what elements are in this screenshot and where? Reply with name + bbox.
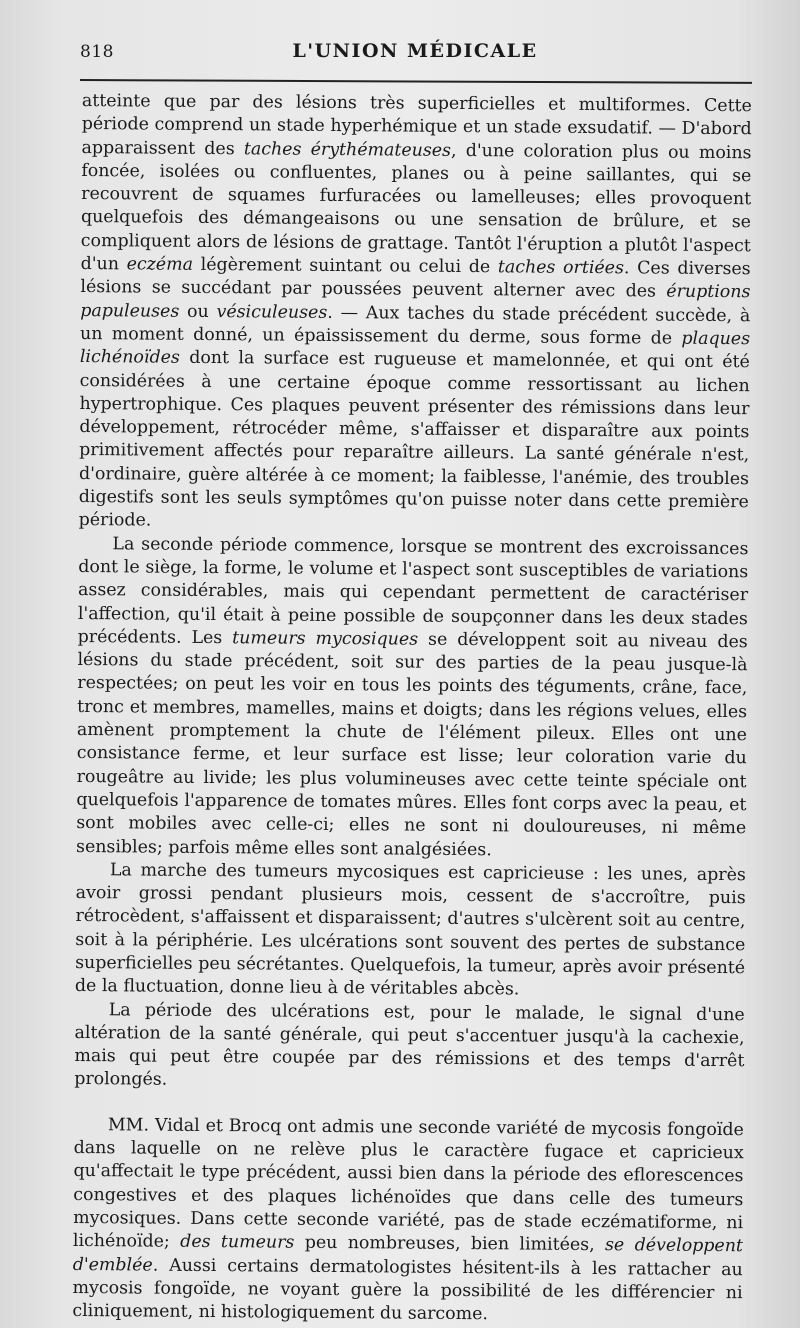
paragraph — [76, 533, 749, 864]
text-run: légèrement suintant ou celui de — [192, 254, 498, 278]
page-number: 818 — [80, 42, 114, 62]
text-run: La période des ulcérations est, pour le malade, le signal d'une altération de la santé générale, qui peut s'accentuer jusqu'à la cachexie, mais qui peut être coupée par des rémissions et des temps d'arrêt prolongés. — [74, 999, 745, 1091]
italic-term: éruptions papuleuses — [80, 281, 751, 322]
paragraph — [79, 90, 752, 538]
text-run: La marche des tumeurs mycosiques est capricieuse : les unes, après avoir grossi pendant plusieurs mois, cessent de s'accroître, puis rétrocèdent, s'affaissent et disparaissent; d'autres s'ulcèrent soit au centre, soit à la périphérie. Les ulcérations sont souvent des pertes de substance superficielles peu sécrétantes. Quelquefois, la tumeur, après avoir présenté de la fluctuation, donne lieu à de véritables abcès. — [74, 860, 746, 1000]
running-title: L'UNION MÉDICALE — [292, 40, 538, 62]
italic-term: taches ortiées — [497, 257, 625, 279]
italic-term: eczéma — [126, 254, 194, 275]
paragraph — [75, 859, 746, 1004]
italic-term: vésiculeuses — [216, 301, 328, 323]
text-run: peu nombreuses, bien limitées, — [294, 1232, 606, 1256]
article-body — [72, 90, 752, 1328]
text-run: La seconde période commence, lorsque se montrent des excroissances dont le siège, la forme, le volume et l'aspect sont susceptibles de variations assez considérables, mais qui cependant permettent de caractériser l'affection, qu'il était à peine possible de soupçonner dans les deux stades précédents. Les — [77, 533, 749, 649]
paragraph — [74, 999, 745, 1097]
text-run: . — Aux taches du stade précédent succède, à un moment donné, un épaississement du derme, sous forme de — [80, 302, 751, 349]
text-run: , d'une coloration plus ou moins foncée, isolées ou confluentes, planes ou à peine saillantes, qui se recouvrent de squames furfuracées ou lamelleuses; elles provoquent quelquefois des démangeaisons ou une sensation de brûlure, et se compliquent alors de lésions de grattage. Tantôt l'éruption a plutôt l'aspect d'un — [80, 140, 752, 275]
text-run: se développent soit au niveau des lésions du stade précédent, soit sur des parties de la peau jusque-là respectées; on peut les voir en tous les points des téguments, crâne, face, tronc et membres, mamelles, mains et doigts; dans les régions velues, elles amènent promptement la chute de l'élément pileux. Elles ont une consistance ferme, et leur surface est lisse; leur coloration varie du rougeâtre au livide; les plus volumineuses avec cette teinte spéciale ont quelquefois l'apparence de tomates mûres. Elles font corps avec la peau, et sont mobiles avec celle-ci; elles ne sont ni douloureuses, ni même sensibles; parfois même elles sont analgésiées. — [75, 629, 748, 860]
page-header — [80, 40, 750, 76]
text-run: ou — [179, 301, 217, 322]
text-run: . Ces diverses lésions se succédant par poussées peuvent alterner avec des — [80, 258, 751, 302]
italic-term: plaques lichénoïdes — [79, 328, 751, 369]
text-run: MM. Vidal et Brocq ont admis une seconde variété de mycosis fongoïde dans laquelle on ne relève plus le caractère fugace et capricieux qu'affectait le type précédent, aussi bien dans la période des eflorescences congestives et des plaques lichénoïdes que dans celle des tumeurs mycosiques. Dans cette seconde variété, pas de stade eczématiforme, ni lichénoïde; — [72, 1115, 744, 1253]
header-rule — [80, 79, 752, 84]
italic-term: des tumeurs — [180, 1232, 295, 1253]
italic-term: se développent d'emblée — [72, 1235, 744, 1276]
text-run: atteinte que par des lésions très superficielles et multiformes. Cette période comprend un stade hyperhémique et un stade exsudatif. — D'abord apparaissent des — [81, 90, 752, 159]
italic-term: tumeurs mycosiques — [232, 628, 419, 650]
italic-term: taches érythémateuses — [243, 138, 452, 161]
paragraph — [72, 1114, 744, 1328]
text-run: dont la surface est rugueuse et mamelonnée, et qui ont été considérées à une certaine époque comme ressortissant au lichen hypertrophique. Ces plaques peuvent présenter des rémissions dans leur développement, rétrocéder même, s'affaisser et disparaître aux points primitivement affectés pour reparaître ailleurs. La santé générale n'est, d'ordinaire, guère altérée à ce moment; la faiblesse, l'anémie, des troubles digestifs sont les seuls symptômes qu'on puisse noter dans cette première période. — [78, 348, 750, 531]
text-run: . Aussi certains dermatologistes hésitent-ils à les rattacher au mycosis fongoïde, ne voyant guère la possibilité de les différencier ni cliniquement, ni histologiquement du sarcome. — [72, 1255, 743, 1325]
